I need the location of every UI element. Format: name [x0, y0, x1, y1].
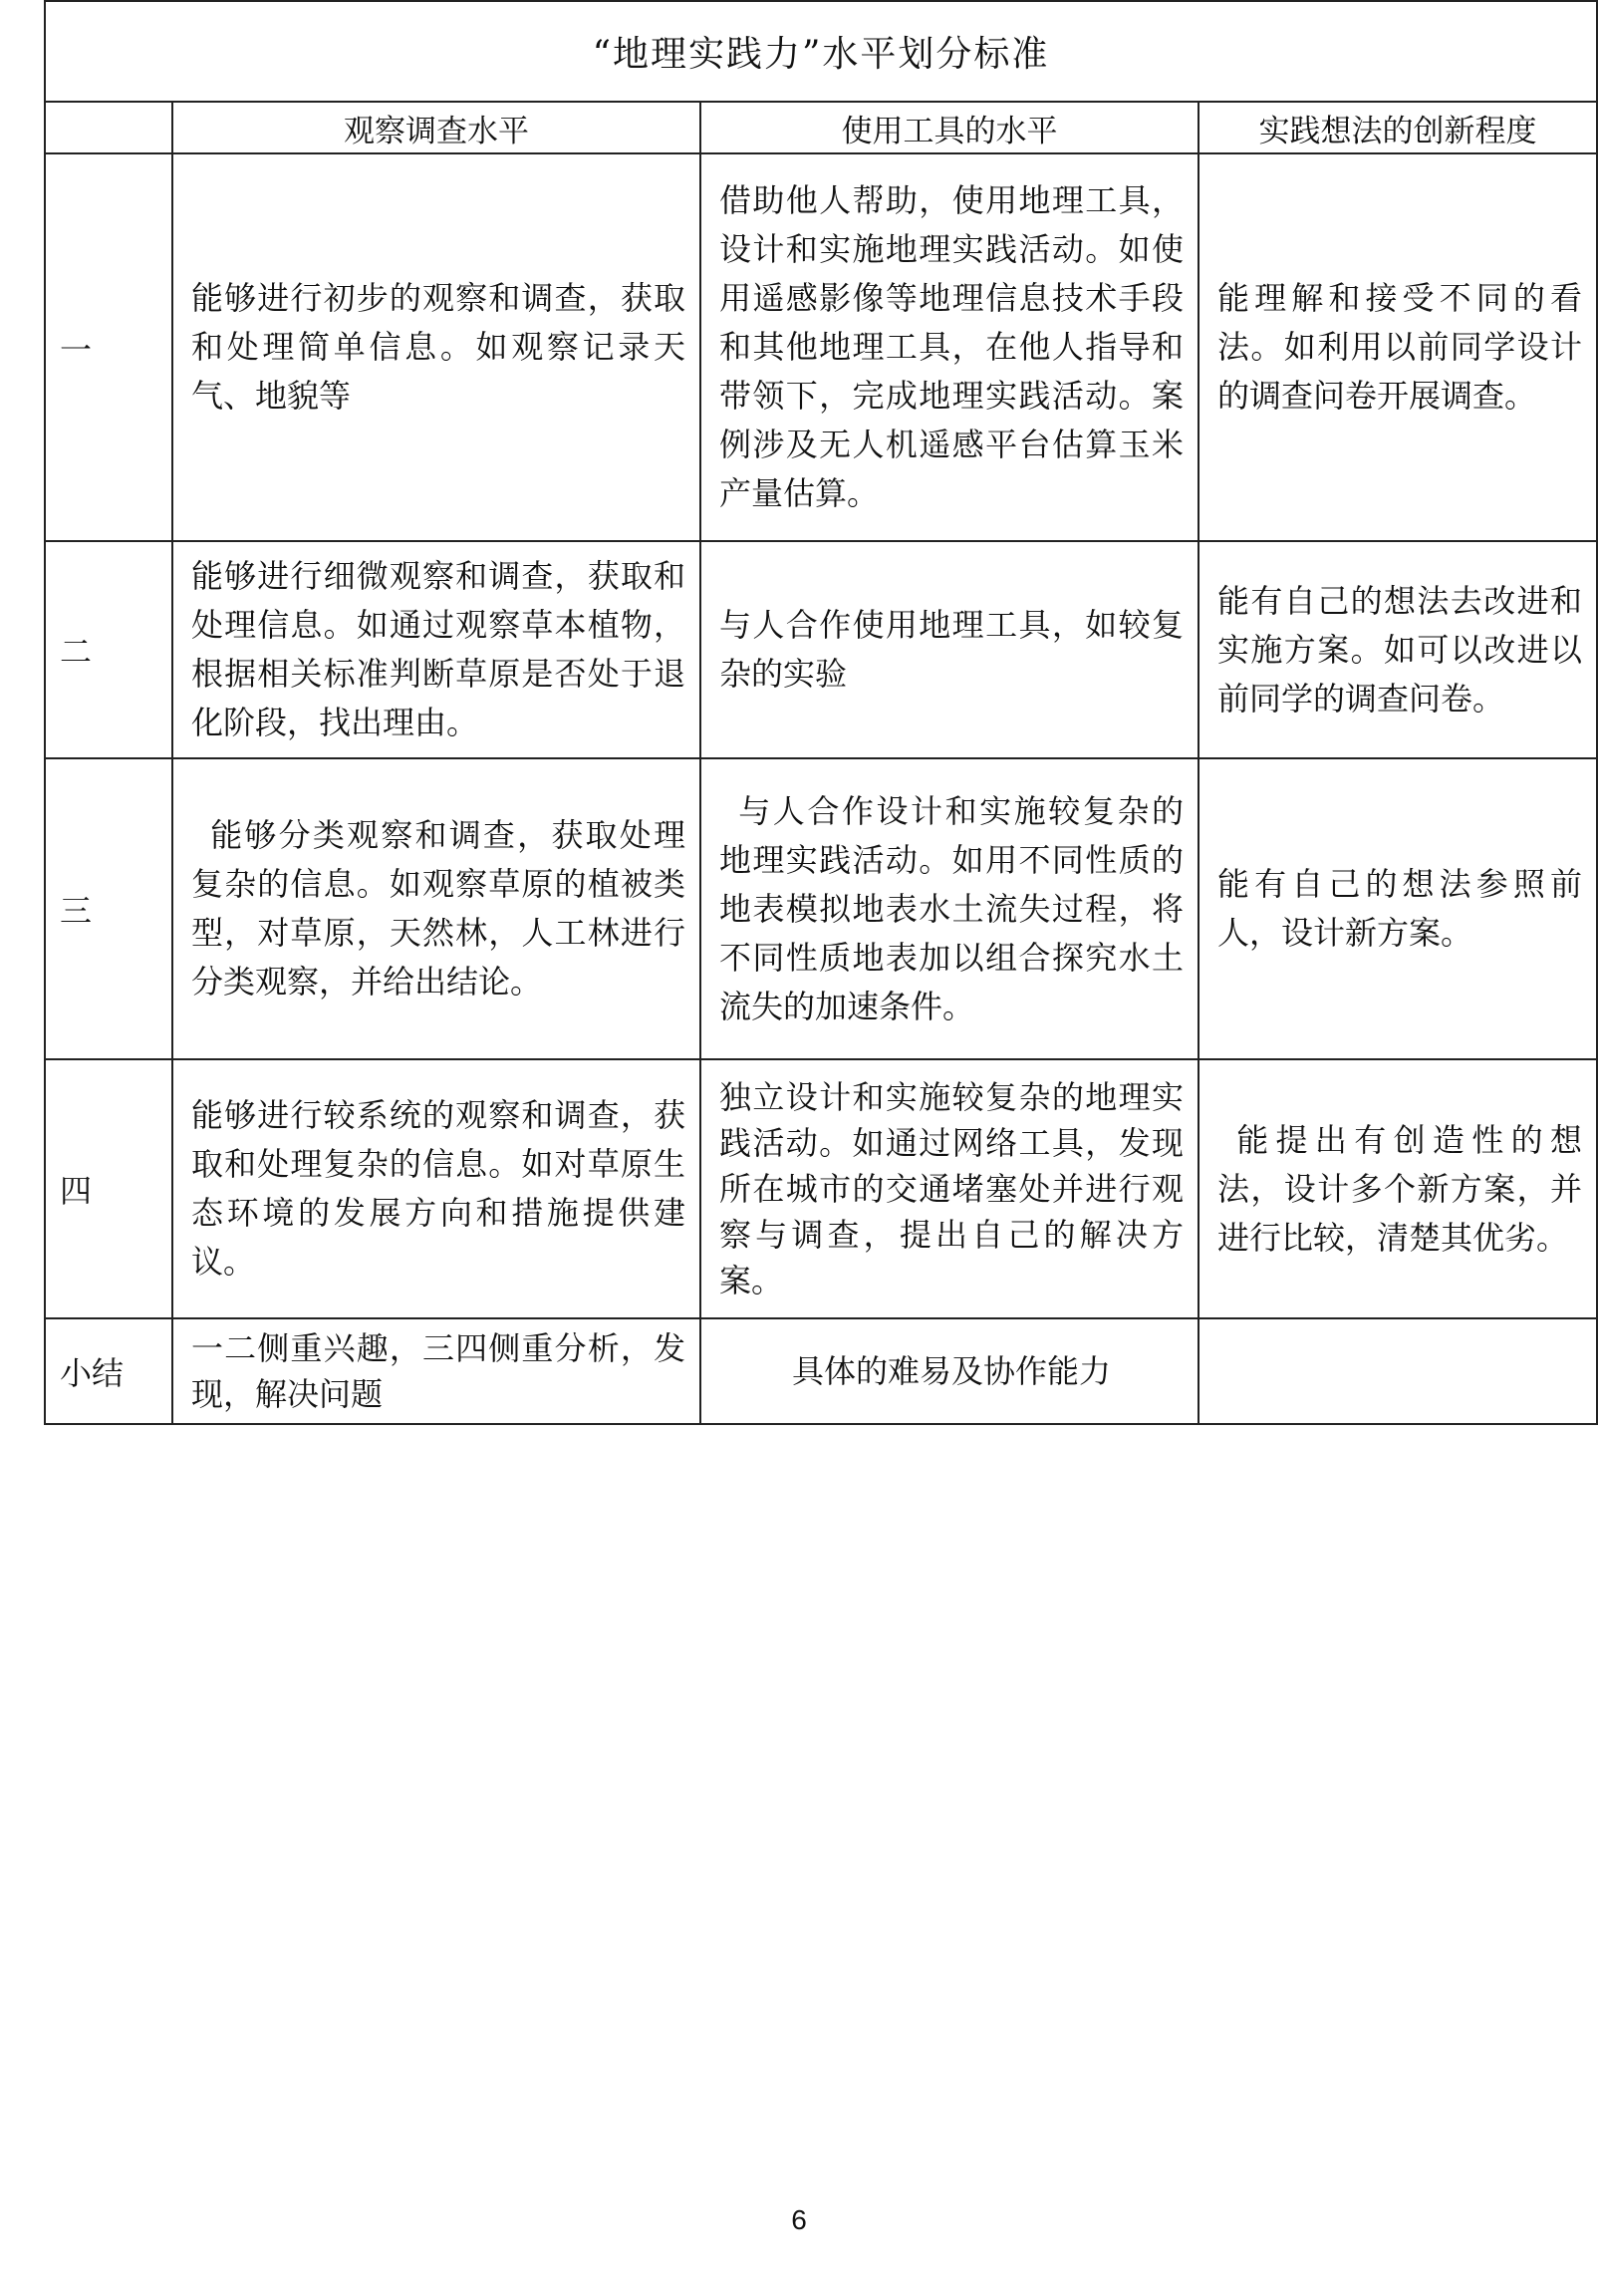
- header-level-blank: [45, 102, 172, 153]
- observation-cell: 一二侧重兴趣，三四侧重分析，发现，解决问题: [172, 1318, 700, 1424]
- tools-cell: 具体的难易及协作能力: [700, 1318, 1198, 1424]
- page-number: 6: [791, 2204, 807, 2235]
- standards-table: [44, 0, 1598, 1425]
- table-row: [45, 153, 1597, 541]
- header-innovation: 实践想法的创新程度: [1198, 102, 1597, 153]
- innovation-cell: 能理解和接受不同的看法。如利用以前同学设计的调查问卷开展调查。: [1198, 153, 1597, 541]
- table-row: [45, 541, 1597, 758]
- observation-cell: 能够分类观察和调查，获取处理复杂的信息。如观察草原的植被类型，对草原，天然林，人工林进行分类观察，并给出结论。: [172, 758, 700, 1059]
- innovation-cell: 能有自己的想法参照前人，设计新方案。: [1198, 758, 1597, 1059]
- tools-cell: 独立设计和实施较复杂的地理实践活动。如通过网络工具，发现所在城市的交通堵塞处并进行观察与调查，提出自己的解决方案。: [700, 1059, 1198, 1318]
- table-title: “地理实践力”水平划分标准: [45, 1, 1597, 102]
- level-label: 二: [45, 541, 172, 758]
- level-label: 一: [45, 153, 172, 541]
- tools-cell: 与人合作使用地理工具，如较复杂的实验: [700, 541, 1198, 758]
- tools-cell: 借助他人帮助，使用地理工具，设计和实施地理实践活动。如使用遥感影像等地理信息技术手段和其他地理工具，在他人指导和带领下，完成地理实践活动。案例涉及无人机遥感平台估算玉米产量估算。: [700, 153, 1198, 541]
- table-row: [45, 758, 1597, 1059]
- innovation-cell: [1198, 1318, 1597, 1424]
- level-label: 小结: [45, 1318, 172, 1424]
- observation-cell: 能够进行细微观察和调查，获取和处理信息。如通过观察草本植物，根据相关标准判断草原是否处于退化阶段，找出理由。: [172, 541, 700, 758]
- table-title-row: [45, 1, 1597, 102]
- header-observation: 观察调查水平: [172, 102, 700, 153]
- observation-cell: 能够进行较系统的观察和调查，获取和处理复杂的信息。如对草原生态环境的发展方向和措施提供建议。: [172, 1059, 700, 1318]
- table-row: [45, 1059, 1597, 1318]
- innovation-cell: 能有自己的想法去改进和实施方案。如可以改进以前同学的调查问卷。: [1198, 541, 1597, 758]
- header-tools: 使用工具的水平: [700, 102, 1198, 153]
- observation-cell: 能够进行初步的观察和调查，获取和处理简单信息。如观察记录天气、地貌等: [172, 153, 700, 541]
- table-header-row: [45, 102, 1597, 153]
- innovation-cell: 能提出有创造性的想法，设计多个新方案，并进行比较，清楚其优劣。: [1198, 1059, 1597, 1318]
- table-row: [45, 1318, 1597, 1424]
- tools-cell: 与人合作设计和实施较复杂的地理实践活动。如用不同性质的地表模拟地表水土流失过程，将不同性质地表加以组合探究水土流失的加速条件。: [700, 758, 1198, 1059]
- level-label: 三: [45, 758, 172, 1059]
- level-label: 四: [45, 1059, 172, 1318]
